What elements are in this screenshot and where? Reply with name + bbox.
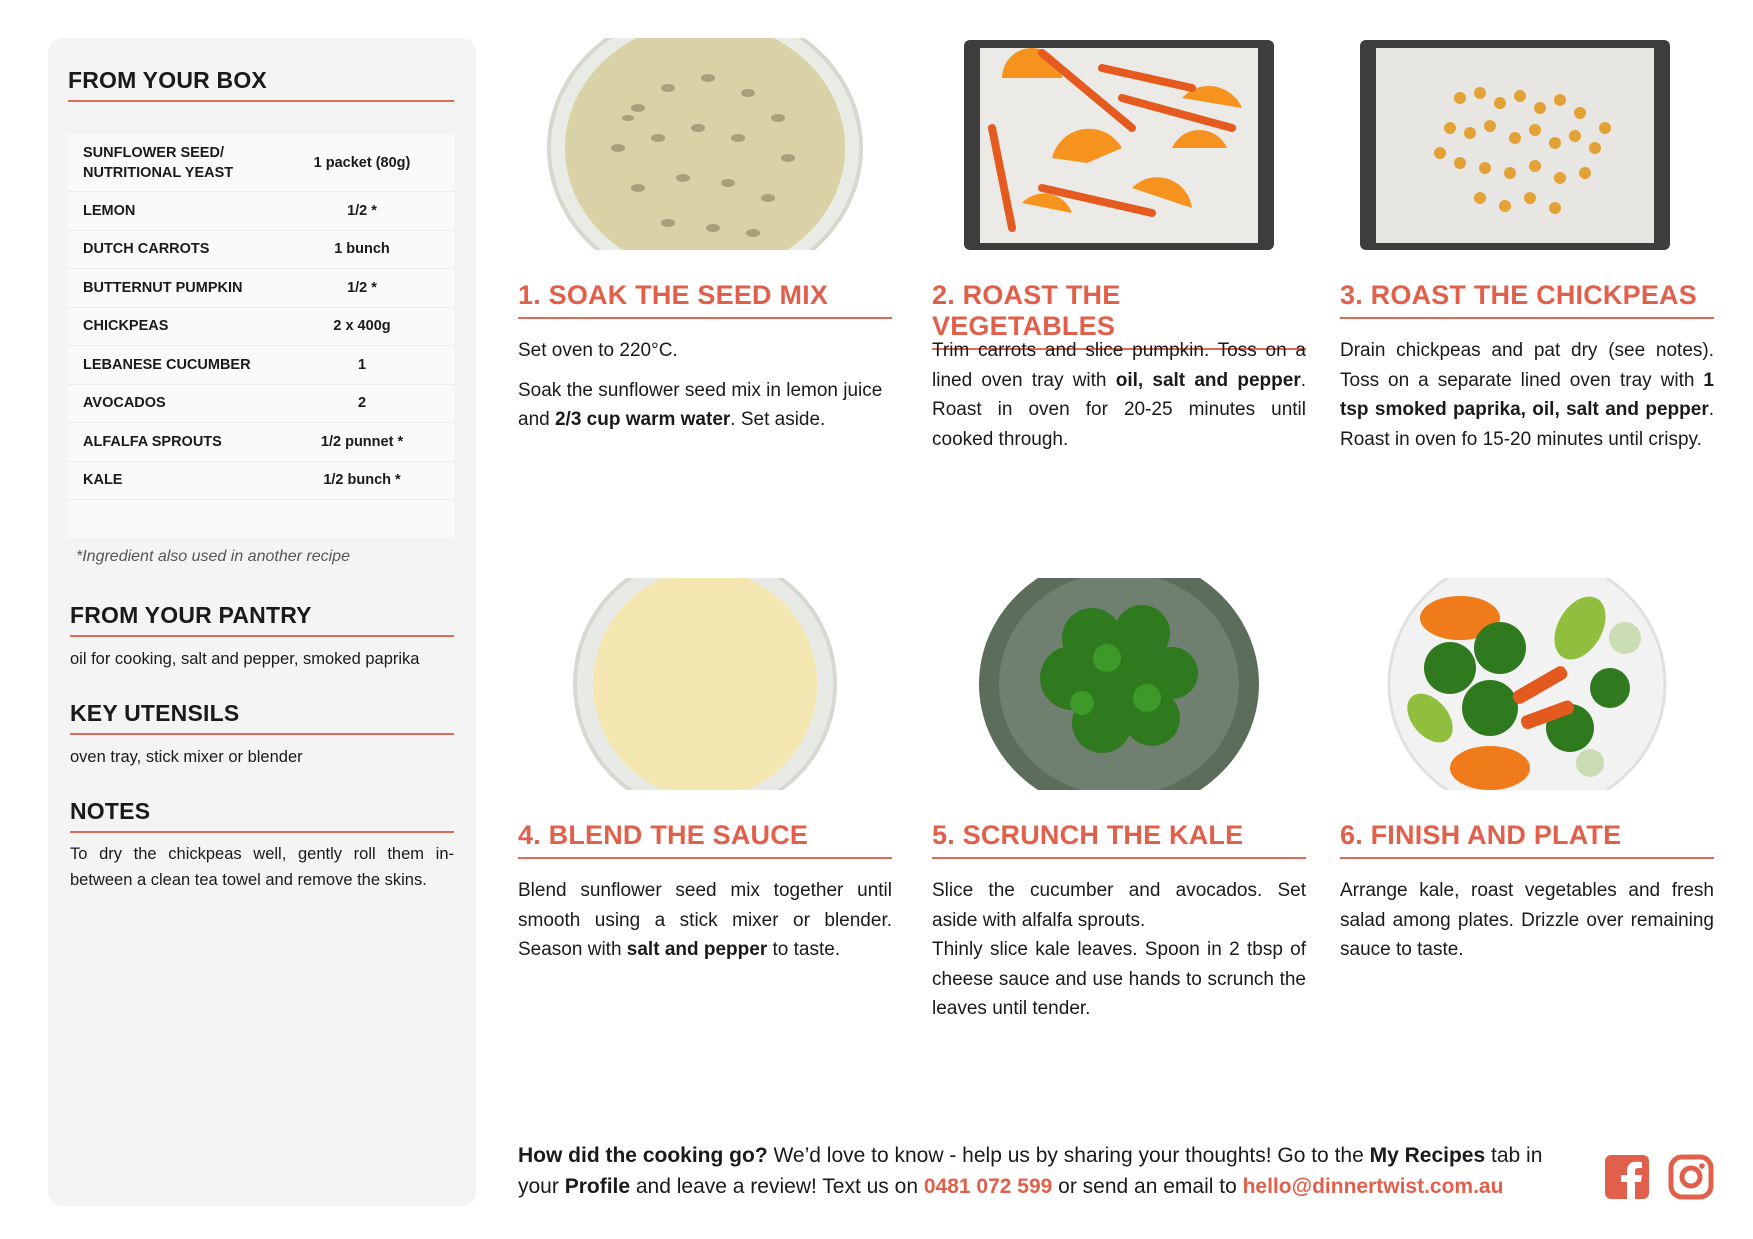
profile-link: Profile bbox=[564, 1175, 631, 1198]
box-footnote: *Ingredient also used in another recipe bbox=[76, 548, 350, 565]
ingredient-name: BUTTERNUT PUMPKIN bbox=[83, 279, 243, 296]
ingredient-qty: 2 x 400g bbox=[333, 318, 391, 335]
utensils-heading: KEY UTENSILS bbox=[70, 700, 454, 735]
box-ingredients-table bbox=[68, 134, 454, 538]
step-2-text: Trim carrots and slice pumpkin. Toss on a lined oven tray with oil, salt and pepper. Roast in oven for 20-25 minutes until cooked through. bbox=[932, 340, 1306, 450]
step-6-body bbox=[1340, 876, 1714, 965]
feedback-footer: How did the cooking go? We’d love to know - help us by sharing your thoughts! Go to the My Recipes tab in your Profile and leave a review! Text us on 0481 072 599 or send an email to hello@dinnertwist.com.au bbox=[518, 1144, 1543, 1198]
my-recipes-link: My Recipes bbox=[1369, 1144, 1486, 1167]
notes-text: To dry the chickpeas well, gently roll them in-between a clean tea towel and remove the skins. bbox=[70, 845, 454, 889]
ingredient-qty: 1 bbox=[357, 356, 367, 373]
ingredient-name: KALE bbox=[83, 472, 123, 489]
email-link[interactable]: hello@dinnertwist.com.au bbox=[1242, 1175, 1504, 1198]
step-4-title: 4. BLEND THE SAUCE bbox=[518, 820, 892, 859]
step-5-line-2: Thinly slice kale leaves. Spoon in 2 tbsp of cheese sauce and use hands to scrunch the leaves until tender. bbox=[932, 939, 1306, 1019]
step-1-line-2: Soak the sunflower seed mix in lemon juice and 2/3 cup warm water. Set aside. bbox=[518, 379, 883, 430]
instagram-icon[interactable] bbox=[1668, 1154, 1714, 1200]
ingredient-name: ALFALFA SPROUTS bbox=[83, 433, 222, 450]
ingredient-name: AVOCADOS bbox=[83, 395, 166, 412]
table-row bbox=[68, 231, 454, 270]
footer-question: How did the cooking go? bbox=[518, 1144, 768, 1167]
utensils-text: oven tray, stick mixer or blender bbox=[70, 748, 303, 766]
ingredient-name: SUNFLOWER SEED/ NUTRITIONAL YEAST bbox=[83, 144, 234, 181]
table-row bbox=[68, 192, 454, 231]
step-5-line-1: Slice the cucumber and avocados. Set aside with alfalfa sprouts. bbox=[932, 880, 1306, 931]
phone-number[interactable]: 0481 072 599 bbox=[923, 1175, 1053, 1198]
ingredient-name: DUTCH CARROTS bbox=[83, 241, 210, 258]
ingredient-name: LEMON bbox=[83, 202, 136, 219]
ingredients-sidebar bbox=[48, 38, 476, 1206]
step-3-body bbox=[1340, 336, 1714, 454]
table-row bbox=[68, 423, 454, 462]
roast-chickpeas-tray-image bbox=[1340, 38, 1714, 250]
ingredient-name: CHICKPEAS bbox=[83, 318, 169, 335]
ingredient-qty: 1/2 * bbox=[347, 202, 377, 219]
table-row bbox=[68, 134, 454, 192]
pantry-text: oil for cooking, salt and pepper, smoked paprika bbox=[70, 650, 420, 668]
blended-sauce-bowl-image bbox=[518, 578, 892, 790]
ingredient-qty: 1/2 punnet * bbox=[320, 433, 404, 450]
ingredient-qty: 1 packet (80g) bbox=[313, 154, 411, 171]
ingredient-qty: 1/2 * bbox=[347, 279, 377, 296]
table-row bbox=[68, 269, 454, 308]
roast-vegetables-tray-image bbox=[932, 38, 1306, 250]
ingredient-qty: 1 bunch bbox=[334, 241, 390, 258]
step-1-line-1: Set oven to 220°C. bbox=[518, 340, 678, 361]
step-6-title: 6. FINISH AND PLATE bbox=[1340, 820, 1714, 859]
ingredient-qty: 1/2 bunch * bbox=[323, 472, 401, 489]
step-2-title: 2. ROAST THE VEGETABLES bbox=[932, 280, 1306, 350]
step-3-title: 3. ROAST THE CHICKPEAS bbox=[1340, 280, 1714, 319]
seed-mix-bowl-image bbox=[518, 38, 892, 250]
step-5-title: 5. SCRUNCH THE KALE bbox=[932, 820, 1306, 859]
notes-heading: NOTES bbox=[70, 798, 454, 833]
step-6-text: Arrange kale, roast vegetables and fresh salad among plates. Drizzle over remaining sauce to taste. bbox=[1340, 880, 1714, 960]
box-heading: FROM YOUR BOX bbox=[68, 67, 454, 102]
step-3-text: Drain chickpeas and pat dry (see notes). Toss on a separate lined oven tray with 1 tsp smoked paprika, oil, salt and pepper. Roast in oven fo 15-20 minutes until crispy. bbox=[1340, 340, 1714, 450]
finished-plate-image bbox=[1340, 578, 1714, 790]
step-4-text: Blend sunflower seed mix together until smooth using a stick mixer or blender. Season with salt and pepper to taste. bbox=[518, 880, 892, 960]
ingredient-name: LEBANESE CUCUMBER bbox=[83, 356, 251, 373]
table-row bbox=[68, 346, 454, 385]
step-4-body bbox=[518, 876, 892, 965]
table-row bbox=[68, 385, 454, 424]
scrunched-kale-bowl-image bbox=[932, 578, 1306, 790]
step-2-body bbox=[932, 336, 1306, 454]
facebook-icon[interactable] bbox=[1604, 1154, 1650, 1200]
pantry-heading: FROM YOUR PANTRY bbox=[70, 602, 454, 637]
table-row bbox=[68, 462, 454, 501]
table-row bbox=[68, 308, 454, 347]
ingredient-qty: 2 bbox=[357, 395, 367, 412]
step-5-body bbox=[932, 876, 1306, 1024]
step-1-title: 1. SOAK THE SEED MIX bbox=[518, 280, 892, 319]
step-1-body bbox=[518, 336, 892, 435]
